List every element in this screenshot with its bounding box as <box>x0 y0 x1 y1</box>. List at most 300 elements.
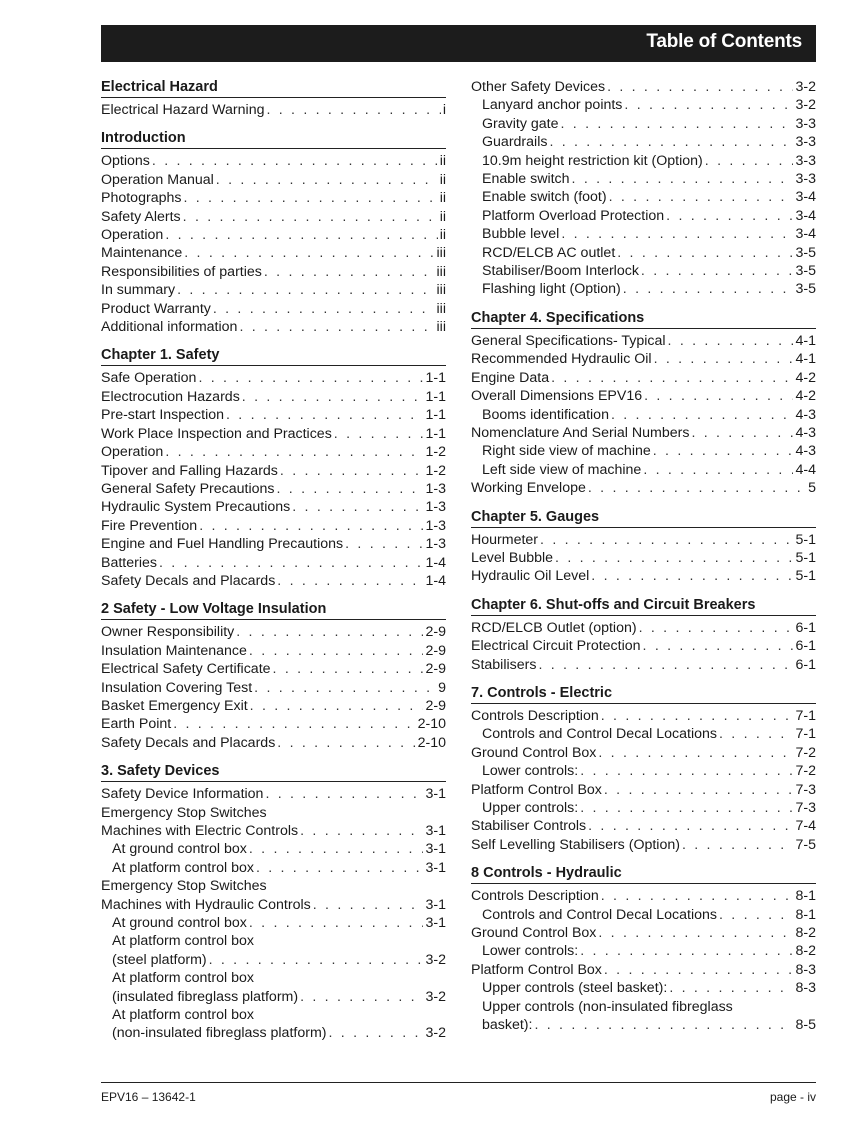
toc-entry[interactable] <box>101 734 446 752</box>
toc-entry-page: 8-1 <box>795 906 816 923</box>
dot-leader <box>643 637 794 655</box>
dot-leader <box>561 115 794 133</box>
toc-entry-page: 9 <box>438 679 446 696</box>
toc-entry-page: 6-1 <box>795 619 816 636</box>
toc-entry[interactable] <box>471 350 816 368</box>
toc-entry[interactable] <box>471 133 816 151</box>
header-bar <box>101 25 816 62</box>
toc-entry-title: Bubble level <box>482 226 560 243</box>
toc-entry-title: Platform Control Box <box>471 961 602 978</box>
dot-leader <box>604 961 794 979</box>
dot-leader <box>165 226 437 244</box>
toc-entry-title: Lower controls: <box>482 943 579 960</box>
dot-leader <box>273 660 424 678</box>
toc-section <box>101 762 446 1043</box>
toc-entry-title: Safety Decals and Placards <box>101 734 276 751</box>
toc-entry[interactable] <box>101 406 446 424</box>
toc-entry[interactable] <box>101 822 446 840</box>
toc-entry-title: At ground control box <box>112 841 247 858</box>
dot-leader <box>534 1016 793 1034</box>
footer-divider <box>101 1082 816 1083</box>
toc-entry-page: ii <box>439 171 446 188</box>
toc-entry-page: 1-2 <box>425 444 446 461</box>
toc-entry-title: Batteries <box>101 554 157 571</box>
toc-entry[interactable] <box>101 623 446 641</box>
toc-entry[interactable] <box>101 300 446 318</box>
toc-entry[interactable] <box>101 425 446 443</box>
toc-entry-page: 1-4 <box>425 572 446 589</box>
section-heading: 3. Safety Devices <box>101 762 446 782</box>
toc-entry-title: Upper controls (steel basket): <box>482 980 668 997</box>
toc-entry-title: Nomenclature And Serial Numbers <box>471 424 690 441</box>
toc-entry[interactable] <box>101 951 446 969</box>
toc-entry-page: 5-1 <box>795 568 816 585</box>
toc-entry[interactable] <box>471 96 816 114</box>
toc-entry-title: Owner Responsibility <box>101 624 235 641</box>
dot-leader <box>345 535 423 553</box>
toc-entry-page: 1-3 <box>425 536 446 553</box>
toc-entry[interactable] <box>471 262 816 280</box>
toc-entry-page: 4-3 <box>795 406 816 423</box>
toc-entry-page: 4-1 <box>795 332 816 349</box>
footer-page-number: page - iv <box>769 1090 816 1104</box>
toc-entry-page: 3-4 <box>795 189 816 206</box>
toc-continuation-line: Upper controls (non-insulated fibreglass <box>482 998 733 1015</box>
toc-left-column <box>101 78 446 1053</box>
toc-entry-title: Machines with Electric Controls <box>101 823 299 839</box>
toc-entry-page: 5-1 <box>795 531 816 548</box>
section-heading: 8 Controls - Hydraulic <box>471 864 816 884</box>
dot-leader <box>300 988 423 1006</box>
dot-leader <box>653 442 794 460</box>
toc-entry[interactable] <box>471 656 816 674</box>
dot-leader <box>691 424 793 442</box>
toc-entry-title: Insulation Covering Test <box>101 679 253 696</box>
toc-entry[interactable] <box>471 619 816 637</box>
toc-entry-page: 3-1 <box>425 841 446 858</box>
toc-entry-title: Machines with Hydraulic Controls <box>101 896 311 913</box>
toc-entry-page: 8-1 <box>795 888 816 905</box>
toc-entry-title: Overall Dimensions EPV16 <box>471 388 643 405</box>
toc-entry-page: 3-1 <box>425 915 446 932</box>
dot-leader <box>598 744 793 762</box>
dot-leader <box>719 906 793 924</box>
dot-leader <box>611 406 794 424</box>
toc-entry[interactable] <box>101 152 446 170</box>
toc-entry[interactable] <box>471 115 816 133</box>
toc-entry[interactable] <box>101 208 446 226</box>
toc-entry-page: 7-2 <box>795 763 816 780</box>
toc-entry[interactable] <box>471 799 816 817</box>
toc-entry-page: 4-1 <box>795 351 816 368</box>
toc-entry-page: 5-1 <box>795 549 816 566</box>
toc-entry-page: ii <box>439 153 446 170</box>
toc-entry-page: i <box>442 102 446 118</box>
toc-entry-page: ii <box>439 190 446 207</box>
toc-entry-title: Safety Alerts <box>101 208 181 225</box>
toc-entry-title: Electrical Circuit Protection <box>471 638 641 655</box>
toc-entry-title: Product Warranty <box>101 300 211 317</box>
toc-entry[interactable] <box>471 707 816 725</box>
section-heading: Electrical Hazard <box>101 78 446 98</box>
dot-leader <box>254 679 436 697</box>
toc-section <box>471 864 816 1034</box>
dot-leader <box>292 498 423 516</box>
dot-leader <box>209 951 424 969</box>
section-heading: Chapter 6. Shut-offs and Circuit Breakers <box>471 596 816 616</box>
dot-leader <box>604 781 794 799</box>
toc-section <box>101 600 446 752</box>
toc-entry-title: Ground Control Box <box>471 925 597 942</box>
toc-entry-title: Platform Overload Protection <box>482 207 665 224</box>
toc-entry[interactable] <box>471 567 816 585</box>
dot-leader <box>623 280 794 298</box>
dot-leader <box>198 369 423 387</box>
toc-entry-page: 3-1 <box>425 896 446 913</box>
toc-continuation-line: Emergency Stop Switches <box>101 804 267 821</box>
toc-entry-title: Options <box>101 153 150 170</box>
toc-entry-page: 3-3 <box>795 171 816 188</box>
toc-entry[interactable] <box>101 914 446 932</box>
toc-entry-page: 7-4 <box>795 818 816 835</box>
toc-entry-title: Safety Decals and Placards <box>101 572 276 589</box>
toc-entry-page: 2-10 <box>417 716 446 733</box>
toc-entry-title: Responsibilities of parties <box>101 263 262 280</box>
dot-leader <box>177 281 434 299</box>
toc-entry-page: 1-3 <box>425 517 446 534</box>
toc-continuation-line: At platform control box <box>112 1007 254 1024</box>
toc-entry-title: Lanyard anchor points <box>482 97 623 114</box>
toc-entry[interactable] <box>101 859 446 877</box>
toc-entry[interactable] <box>471 188 816 206</box>
toc-entry-page: 2-10 <box>417 734 446 751</box>
toc-entry-page: 7-1 <box>795 726 816 743</box>
toc-entry-page: 3-1 <box>425 786 446 803</box>
dot-leader <box>216 171 438 189</box>
toc-entry[interactable] <box>471 836 816 854</box>
toc-entry[interactable] <box>101 244 446 262</box>
toc-entry-title: Additional information <box>101 319 238 336</box>
dot-leader <box>641 262 794 280</box>
dot-leader <box>334 425 424 443</box>
toc-entry[interactable] <box>471 332 816 350</box>
toc-entry[interactable] <box>101 462 446 480</box>
toc-entry[interactable] <box>471 170 816 188</box>
toc-entry[interactable] <box>101 840 446 858</box>
toc-entry-page: 3-4 <box>795 207 816 224</box>
dot-leader <box>264 263 435 281</box>
toc-entry-page: 1-1 <box>425 370 446 387</box>
toc-section <box>471 78 816 299</box>
dot-leader <box>266 101 440 119</box>
toc-entry-page: 3-5 <box>795 281 816 298</box>
toc-entry-page: 3-2 <box>425 1025 446 1042</box>
toc-entry-title: (non-insulated fibreglass platform) <box>112 1025 327 1042</box>
dot-leader <box>249 642 424 660</box>
toc-entry-title: Platform Control Box <box>471 781 602 798</box>
toc-entry-title: Upper controls: <box>482 800 579 816</box>
toc-entry-page: 3-3 <box>795 152 816 169</box>
toc-entry[interactable] <box>471 979 816 997</box>
toc-entry-title: Work Place Inspection and Practices <box>101 425 332 442</box>
toc-entry[interactable] <box>101 679 446 697</box>
toc-entry[interactable] <box>101 554 446 572</box>
footer-doc-id: EPV16 – 13642-1 <box>101 1090 196 1104</box>
toc-entry-title: Enable switch <box>482 171 570 188</box>
toc-entry-title: Recommended Hydraulic Oil <box>471 351 652 368</box>
toc-section <box>471 309 816 498</box>
toc-entry-title: 10.9m height restriction kit (Option) <box>482 152 703 169</box>
toc-entry[interactable] <box>471 942 816 960</box>
toc-entry-title: Tipover and Falling Hazards <box>101 462 278 479</box>
dot-leader <box>682 836 794 854</box>
toc-entry-title: Safety Device Information <box>101 786 264 803</box>
toc-entry[interactable] <box>471 479 816 497</box>
toc-entry-title: RCD/ELCB Outlet (option) <box>471 619 637 636</box>
dot-leader <box>250 697 424 715</box>
toc-entry-title: Enable switch (foot) <box>482 189 607 206</box>
toc-entry[interactable] <box>471 817 816 835</box>
toc-entry[interactable] <box>471 887 816 905</box>
dot-leader <box>555 549 793 567</box>
toc-entry[interactable] <box>101 1024 446 1042</box>
toc-entry-page: 4-2 <box>795 369 816 386</box>
dot-leader <box>549 133 793 151</box>
toc-entry-page: 3-1 <box>425 859 446 876</box>
toc-entry-title: Hourmeter <box>471 531 539 548</box>
toc-entry-page: ii <box>439 208 446 225</box>
toc-entry[interactable] <box>101 988 446 1006</box>
toc-entry[interactable] <box>471 1016 816 1034</box>
dot-leader <box>265 785 423 803</box>
toc-entry[interactable] <box>471 207 816 225</box>
dot-leader <box>572 170 794 188</box>
section-heading: 2 Safety - Low Voltage Insulation <box>101 600 446 620</box>
toc-entry-page: 8-3 <box>795 961 816 978</box>
toc-right-column <box>471 78 816 1044</box>
toc-entry[interactable] <box>101 369 446 387</box>
toc-entry[interactable] <box>471 424 816 442</box>
dot-leader <box>719 725 793 743</box>
toc-entry-page: 1-1 <box>425 425 446 442</box>
toc-entry-title: Insulation Maintenance <box>101 642 247 659</box>
toc-entry-page: iii <box>436 245 446 262</box>
toc-entry-page: 1-1 <box>425 407 446 424</box>
toc-entry[interactable] <box>101 498 446 516</box>
toc-entry[interactable] <box>471 244 816 262</box>
toc-section <box>471 684 816 854</box>
toc-entry[interactable] <box>101 697 446 715</box>
toc-entry-page: iii <box>436 319 446 336</box>
toc-entry-page: 8-3 <box>795 980 816 997</box>
dot-leader <box>159 554 423 572</box>
toc-entry-title: Right side view of machine <box>482 443 651 460</box>
toc-entry-title: Operation <box>101 227 164 244</box>
toc-entry[interactable] <box>471 744 816 762</box>
toc-entry-title: Fire Prevention <box>101 517 198 534</box>
toc-entry-page: ii <box>439 227 446 244</box>
toc-entry-title: Engine and Fuel Handling Precautions <box>101 536 344 553</box>
toc-entry[interactable] <box>101 226 446 244</box>
toc-entry-title: Operation <box>101 444 164 461</box>
toc-entry-page: 3-2 <box>795 97 816 114</box>
dot-leader <box>183 208 438 226</box>
dot-leader <box>329 1024 424 1042</box>
toc-entry[interactable] <box>101 642 446 660</box>
toc-entry[interactable] <box>101 572 446 590</box>
dot-leader <box>300 822 423 840</box>
dot-leader <box>598 924 793 942</box>
toc-entry-page: 7-3 <box>795 781 816 798</box>
dot-leader <box>236 623 423 641</box>
dot-leader <box>580 762 793 780</box>
dot-leader <box>280 462 424 480</box>
toc-entry-page: 3-2 <box>425 988 446 1005</box>
dot-leader <box>199 517 423 535</box>
toc-entry-page: 7-5 <box>795 836 816 853</box>
toc-entry-title: Photographs <box>101 190 182 207</box>
toc-entry-page: 3-2 <box>795 79 816 95</box>
toc-entry[interactable] <box>101 171 446 189</box>
toc-section <box>101 129 446 336</box>
toc-entry[interactable] <box>471 531 816 549</box>
dot-leader <box>256 859 424 877</box>
toc-entry[interactable] <box>471 442 816 460</box>
toc-entry-title: Controls and Control Decal Locations <box>482 906 718 923</box>
toc-section <box>101 346 446 590</box>
toc-entry[interactable] <box>101 517 446 535</box>
toc-entry-page: 1-3 <box>425 499 446 516</box>
toc-entry-title: Hydraulic System Precautions <box>101 499 291 516</box>
dot-leader <box>617 244 793 262</box>
toc-entry[interactable] <box>101 101 446 119</box>
toc-entry[interactable] <box>471 637 816 655</box>
toc-entry-page: 3-5 <box>795 263 816 280</box>
toc-entry-page: iii <box>436 263 446 280</box>
section-heading: Chapter 1. Safety <box>101 346 446 366</box>
toc-entry[interactable] <box>471 725 816 743</box>
toc-entry[interactable] <box>471 961 816 979</box>
toc-entry-page: 4-2 <box>795 388 816 405</box>
dot-leader <box>313 896 424 914</box>
toc-entry-page: 1-3 <box>425 480 446 497</box>
toc-entry-title: Safe Operation <box>101 370 197 387</box>
toc-entry-page: 3-1 <box>425 823 446 839</box>
toc-entry[interactable] <box>101 263 446 281</box>
toc-entry[interactable] <box>101 388 446 406</box>
toc-entry[interactable] <box>101 715 446 733</box>
toc-entry-title: Stabiliser Controls <box>471 818 587 835</box>
toc-entry-title: Electrical Hazard Warning <box>101 102 265 118</box>
toc-entry[interactable] <box>101 318 446 336</box>
toc-entry[interactable] <box>471 152 816 170</box>
toc-entry[interactable] <box>471 906 816 924</box>
section-heading: Introduction <box>101 129 446 149</box>
toc-entry[interactable] <box>471 549 816 567</box>
toc-entry-title: Gravity gate <box>482 115 559 132</box>
toc-entry-page: 6-1 <box>795 656 816 673</box>
toc-entry[interactable] <box>101 480 446 498</box>
section-heading: Chapter 5. Gauges <box>471 508 816 528</box>
toc-entry-page: 8-5 <box>795 1017 816 1034</box>
toc-entry-page: 3-2 <box>425 951 446 968</box>
toc-entry-page: 7-3 <box>795 800 816 816</box>
toc-entry-title: Other Safety Devices <box>471 79 606 95</box>
toc-continuation-line: At platform control box <box>112 933 254 950</box>
toc-section <box>471 508 816 586</box>
section-heading: Chapter 4. Specifications <box>471 309 816 329</box>
toc-entry-page: 8-2 <box>795 925 816 942</box>
toc-entry-title: Operation Manual <box>101 171 214 188</box>
toc-entry-title: Hydraulic Oil Level <box>471 568 590 585</box>
toc-section <box>101 78 446 119</box>
toc-entry[interactable] <box>471 280 816 298</box>
page-title: Table of Contents <box>646 31 802 52</box>
toc-entry-title: General Safety Precautions <box>101 480 275 497</box>
dot-leader <box>184 244 434 262</box>
section-heading: 7. Controls - Electric <box>471 684 816 704</box>
toc-entry-page: 4-3 <box>795 443 816 460</box>
dot-leader <box>591 567 793 585</box>
toc-entry-title: (steel platform) <box>112 951 207 968</box>
toc-entry[interactable] <box>101 535 446 553</box>
toc-entry[interactable] <box>471 762 816 780</box>
toc-entry-page: 3-4 <box>795 226 816 243</box>
toc-entry-title: At platform control box <box>112 859 254 876</box>
toc-entry-title: Earth Point <box>101 716 172 733</box>
dot-leader <box>705 152 794 170</box>
toc-entry-title: In summary <box>101 282 176 299</box>
toc-entry[interactable] <box>101 785 446 803</box>
toc-entry-title: Engine Data <box>471 369 550 386</box>
toc-entry-title: Controls and Control Decal Locations <box>482 726 718 743</box>
dot-leader <box>249 914 424 932</box>
toc-entry-title: Electrical Safety Certificate <box>101 661 271 678</box>
toc-entry[interactable] <box>471 78 816 96</box>
dot-leader <box>644 387 793 405</box>
toc-entry[interactable] <box>471 781 816 799</box>
toc-entry-title: Booms identification <box>482 406 609 423</box>
toc-entry-title: Controls Description <box>471 707 599 724</box>
toc-entry-title: RCD/ELCB AC outlet <box>482 244 616 261</box>
dot-leader <box>654 350 794 368</box>
toc-entry[interactable] <box>471 924 816 942</box>
dot-leader <box>152 152 438 170</box>
toc-entry-title: Stabilisers <box>471 656 537 673</box>
toc-entry-page: 2-9 <box>425 624 446 641</box>
toc-entry[interactable] <box>471 369 816 387</box>
toc-entry-page: 1-2 <box>425 462 446 479</box>
toc-entry[interactable] <box>101 281 446 299</box>
dot-leader <box>239 318 434 336</box>
toc-entry-title: Flashing light (Option) <box>482 281 621 298</box>
toc-entry[interactable] <box>471 387 816 405</box>
toc-entry[interactable] <box>101 443 446 461</box>
toc-entry[interactable] <box>101 896 446 914</box>
dot-leader <box>277 480 424 498</box>
dot-leader <box>588 479 806 497</box>
toc-entry[interactable] <box>471 461 816 479</box>
toc-entry[interactable] <box>101 189 446 207</box>
dot-leader <box>277 572 423 590</box>
toc-entry[interactable] <box>101 660 446 678</box>
dot-leader <box>666 207 793 225</box>
dot-leader <box>669 979 793 997</box>
dot-leader <box>540 531 793 549</box>
toc-entry[interactable] <box>471 406 816 424</box>
toc-entry[interactable] <box>471 225 816 243</box>
dot-leader <box>538 656 793 674</box>
